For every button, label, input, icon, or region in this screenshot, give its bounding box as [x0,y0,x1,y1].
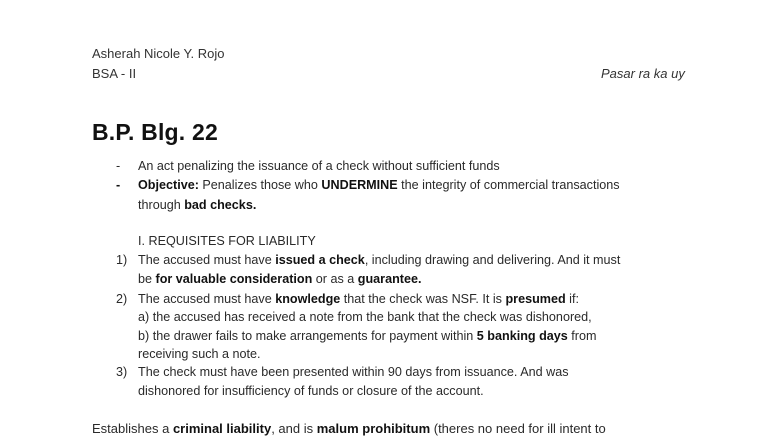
author-name: Asherah Nicole Y. Rojo [92,46,225,61]
header-note: Pasar ra ka uy [601,66,685,81]
bold-run: for valuable consideration [155,272,313,286]
requisite-2-line-4: receiving such a note. [138,347,261,361]
text-run: Penalizes those who [198,178,322,192]
list-number: 1) [116,253,128,267]
bold-run: UNDERMINE [321,178,398,192]
text-run: , including drawing and delivering. And it must [364,253,621,267]
text-run: (theres no need for ill intent to [430,421,606,436]
bold-run: malum prohibitum [316,421,431,436]
bold-run: criminal liability [172,421,272,436]
objective-line-1 [138,178,620,192]
list-number: 2) [116,292,128,306]
bullet-marker: - [116,178,121,192]
bullet-marker: - [116,159,121,173]
page-title: B.P. Blg. 22 [92,119,218,145]
requisite-2-line-3 [138,329,596,343]
text-run: The accused must have [138,292,276,306]
requisite-3-line-2: dishonored for insufficiency of funds or closure of the account. [138,384,484,398]
text-run: Establishes a [92,421,173,436]
section-heading: I. REQUISITES FOR LIABILITY [138,234,316,248]
course-label: BSA - II [92,66,137,81]
text-run: from [567,329,597,343]
text-run: be [138,272,156,286]
objective-line-2 [138,198,256,212]
bullet-text: An act penalizing the issuance of a check without sufficient funds [138,159,500,173]
requisite-1-line-2 [138,272,421,286]
text-run: the integrity of commercial transactions [397,178,620,192]
requisite-2-line-1 [138,292,579,306]
text-run: b) the drawer fails to make arrangements for payment within [138,329,477,343]
bold-run: issued a check [275,253,365,267]
objective-label: Objective: [138,178,199,192]
text-run: through [138,198,185,212]
bold-run: presumed [505,292,566,306]
requisite-2-line-2: a) the accused has received a note from the bank that the check was dishonored, [138,310,592,324]
list-number: 3) [116,365,128,379]
bold-run: bad checks. [184,198,257,212]
text-run: The accused must have [138,253,276,267]
bold-run: 5 banking days [476,329,568,343]
text-run: or as a [312,272,358,286]
text-run: , and is [271,421,317,436]
text-run: if: [565,292,579,306]
bold-run: knowledge [275,292,341,306]
text-run: that the check was NSF. It is [340,292,506,306]
requisite-1-line-1 [138,253,620,267]
bold-run: guarantee. [357,272,422,286]
requisite-3-line-1: The check must have been presented within 90 days from issuance. And was [138,365,569,379]
closing-paragraph [92,421,606,436]
